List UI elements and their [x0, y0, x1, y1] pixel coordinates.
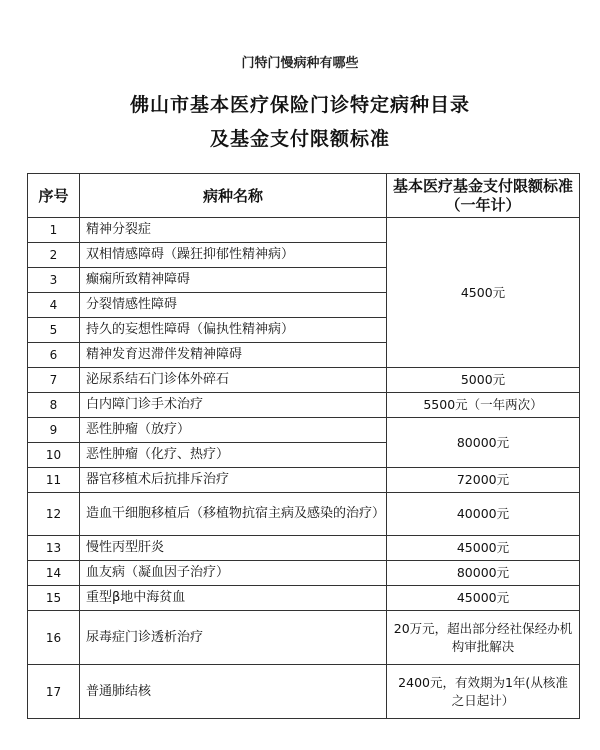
header-no: 序号 [28, 174, 80, 218]
table-row [28, 561, 580, 586]
row-disease-name: 分裂情感性障碍 [80, 293, 387, 318]
row-disease-name: 恶性肿瘤（放疗） [80, 418, 387, 443]
row-disease-name: 持久的妄想性障碍（偏执性精神病） [80, 318, 387, 343]
row-no: 12 [28, 493, 80, 536]
row-limit: 5500元（一年两次） [387, 393, 580, 418]
row-no: 10 [28, 443, 80, 468]
header-disease-name: 病种名称 [80, 174, 387, 218]
row-limit: 45000元 [387, 586, 580, 611]
row-disease-name: 癫痫所致精神障碍 [80, 268, 387, 293]
table-row [28, 368, 580, 393]
row-disease-name: 血友病（凝血因子治疗） [80, 561, 387, 586]
row-no: 11 [28, 468, 80, 493]
table-row [28, 393, 580, 418]
table-row [28, 665, 580, 719]
row-no: 15 [28, 586, 80, 611]
row-no: 13 [28, 536, 80, 561]
header-limit: 基本医疗基金支付限额标准（一年计） [387, 174, 580, 218]
row-limit: 5000元 [387, 368, 580, 393]
row-no: 16 [28, 611, 80, 665]
table-row [28, 611, 580, 665]
row-no: 6 [28, 343, 80, 368]
table-row [28, 493, 580, 536]
row-disease-name: 尿毒症门诊透析治疗 [80, 611, 387, 665]
table-row [28, 536, 580, 561]
row-no: 14 [28, 561, 80, 586]
row-no: 3 [28, 268, 80, 293]
table-row [28, 586, 580, 611]
row-disease-name: 慢性丙型肝炎 [80, 536, 387, 561]
row-disease-name: 双相情感障碍（躁狂抑郁性精神病） [80, 243, 387, 268]
row-limit: 40000元 [387, 493, 580, 536]
row-disease-name: 恶性肿瘤（化疗、热疗） [80, 443, 387, 468]
row-disease-name: 器官移植术后抗排斥治疗 [80, 468, 387, 493]
row-disease-name: 精神发育迟滞伴发精神障碍 [80, 343, 387, 368]
row-limit: 20万元，超出部分经社保经办机构审批解决 [387, 611, 580, 665]
row-limit: 80000元 [387, 561, 580, 586]
table-header-row [28, 174, 580, 218]
small-title: 门特门慢病种有哪些 [241, 56, 359, 71]
row-no: 7 [28, 368, 80, 393]
row-limit: 80000元 [387, 418, 580, 468]
row-no: 17 [28, 665, 80, 719]
table-row [28, 468, 580, 493]
row-disease-name: 造血干细胞移植后（移植物抗宿主病及感染的治疗） [80, 493, 387, 536]
row-disease-name: 白内障门诊手术治疗 [80, 393, 387, 418]
row-disease-name: 泌尿系结石门诊体外碎石 [80, 368, 387, 393]
row-no: 2 [28, 243, 80, 268]
document-title: 佛山市基本医疗保险门诊特定病种目录 [129, 94, 470, 116]
document-subtitle: 及基金支付限额标准 [209, 128, 390, 150]
row-no: 5 [28, 318, 80, 343]
row-disease-name: 普通肺结核 [80, 665, 387, 719]
row-limit: 2400元，有效期为1年(从核准之日起计） [387, 665, 580, 719]
disease-limit-table [27, 173, 580, 719]
row-no: 8 [28, 393, 80, 418]
row-limit: 45000元 [387, 536, 580, 561]
row-disease-name: 重型β地中海贫血 [80, 586, 387, 611]
row-limit: 4500元 [387, 218, 580, 368]
table-row [28, 218, 580, 243]
table-row [28, 418, 580, 443]
row-disease-name: 精神分裂症 [80, 218, 387, 243]
row-limit: 72000元 [387, 468, 580, 493]
row-no: 9 [28, 418, 80, 443]
row-no: 1 [28, 218, 80, 243]
row-no: 4 [28, 293, 80, 318]
